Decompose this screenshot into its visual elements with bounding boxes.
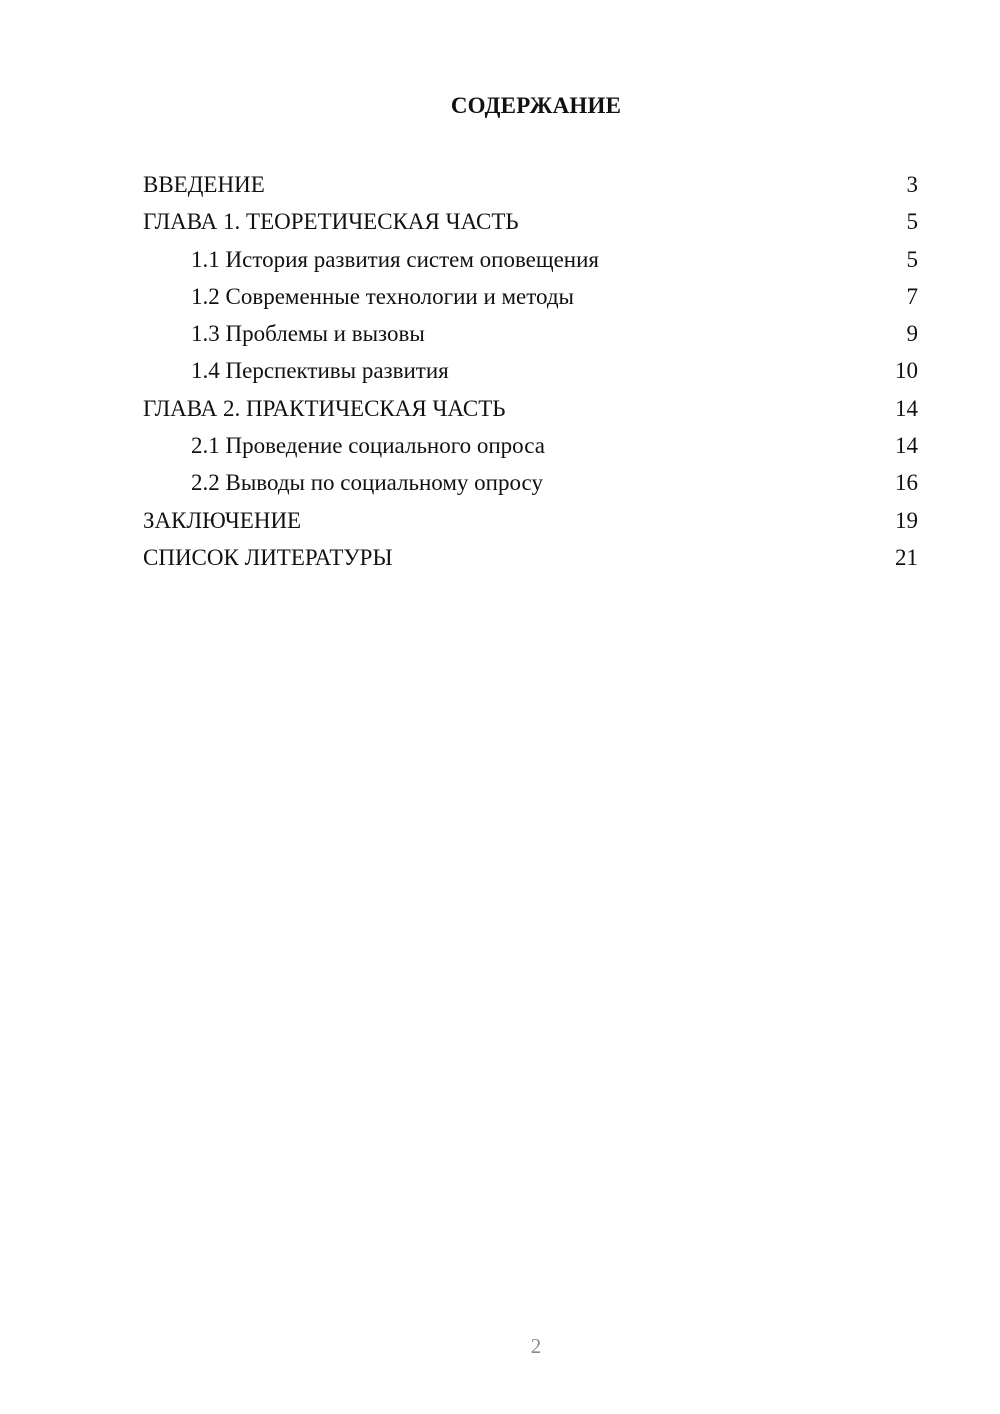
toc-entry-chapter-2 <box>143 390 918 427</box>
table-of-contents <box>143 166 918 576</box>
toc-entry-text: 1.2 Современные технологии и методы <box>191 283 575 309</box>
toc-entry-section-1-3 <box>143 315 918 352</box>
toc-entry-references <box>143 539 918 576</box>
toc-entry-text: СПИСОК ЛИТЕРАТУРЫ <box>143 544 393 570</box>
toc-entry-conclusion <box>143 502 918 539</box>
toc-entry-page: 10 <box>895 358 918 384</box>
toc-heading: СОДЕРЖАНИЕ <box>450 93 622 118</box>
toc-entry-text: ЗАКЛЮЧЕНИЕ <box>143 507 302 533</box>
toc-entry-text: ГЛАВА 2. ПРАКТИЧЕСКАЯ ЧАСТЬ <box>143 395 506 421</box>
toc-entry-text: ВВЕДЕНИЕ <box>143 172 265 197</box>
toc-entry-page: 14 <box>895 433 918 459</box>
toc-entry-section-2-1 <box>143 427 918 464</box>
page-number: 2 <box>530 1334 542 1358</box>
toc-entry-page: 3 <box>906 172 918 197</box>
toc-entry-text: ГЛАВА 1. ТЕОРЕТИЧЕСКАЯ ЧАСТЬ <box>143 209 519 235</box>
toc-entry-chapter-1 <box>143 203 918 240</box>
toc-entry-page: 5 <box>906 209 918 235</box>
toc-entry-page: 19 <box>895 507 918 533</box>
toc-entry-section-1-2 <box>143 278 918 315</box>
toc-entry-page: 16 <box>895 470 918 496</box>
toc-entry-text: 2.2 Выводы по социальному опросу <box>191 470 543 496</box>
toc-entry-page: 21 <box>895 544 918 570</box>
toc-entry-introduction <box>143 166 918 203</box>
toc-entry-text: 1.4 Перспективы развития <box>191 358 449 384</box>
toc-entry-page: 9 <box>906 321 918 347</box>
toc-entry-text: 2.1 Проведение социального опроса <box>191 433 545 459</box>
toc-entry-text: 1.1 История развития систем оповещения <box>191 246 600 272</box>
toc-entry-section-2-2 <box>143 464 918 501</box>
toc-entry-section-1-1 <box>143 241 918 278</box>
toc-entry-page: 5 <box>906 246 918 272</box>
toc-entry-page: 7 <box>906 283 918 309</box>
toc-entry-section-1-4 <box>143 352 918 389</box>
toc-entry-text: 1.3 Проблемы и вызовы <box>191 321 425 347</box>
toc-entry-page: 14 <box>895 395 918 421</box>
